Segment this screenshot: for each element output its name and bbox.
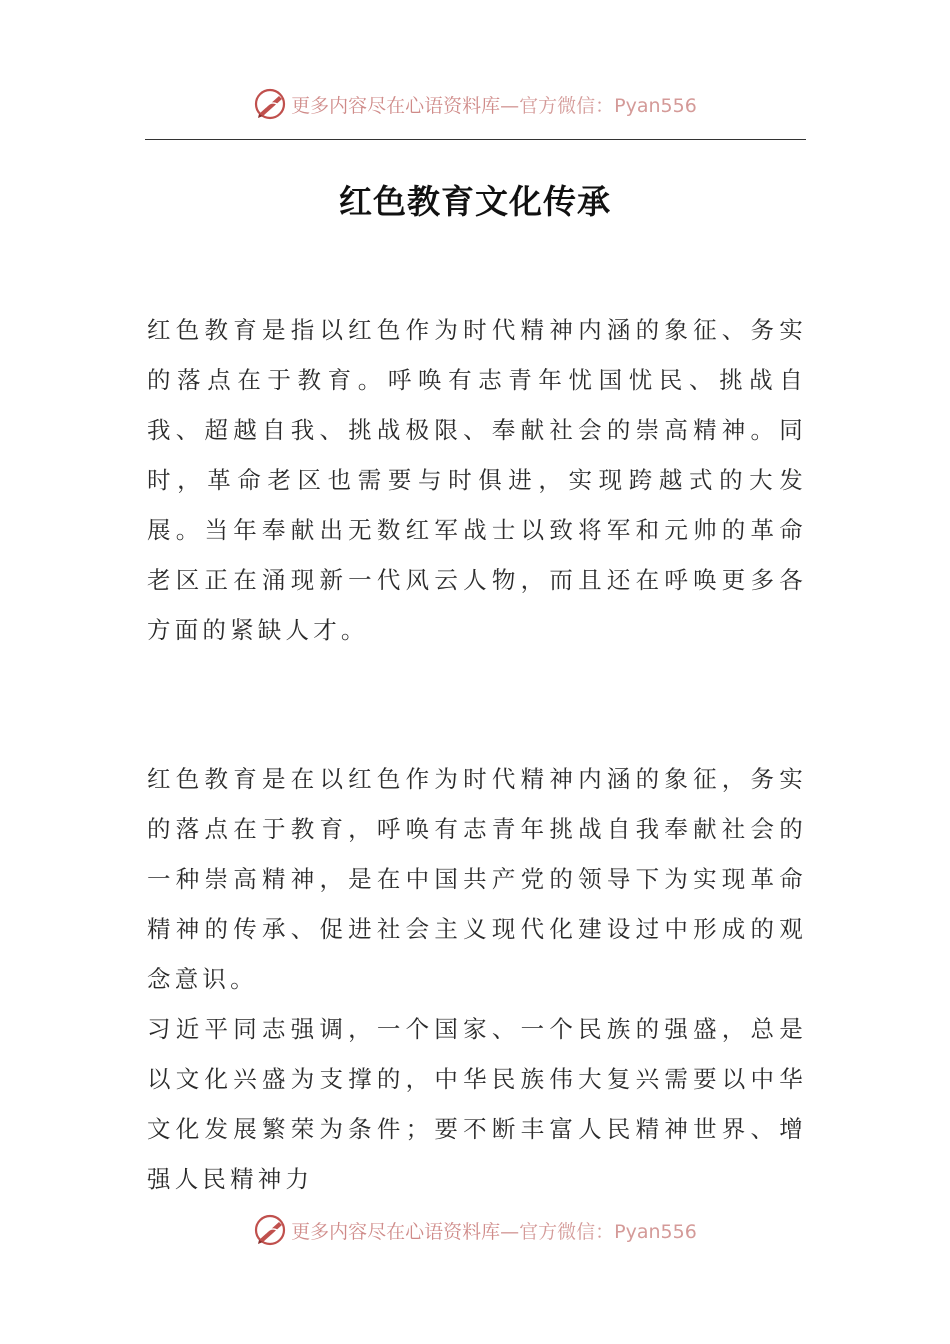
- footer-contact-text: —官方微信：Pyan556: [500, 1220, 697, 1243]
- page-footer: [0, 1210, 950, 1250]
- pen-logo-icon: [253, 1213, 287, 1247]
- header-divider: [145, 139, 806, 140]
- document-title: 红色教育文化传承: [339, 182, 611, 221]
- pen-logo-icon: [253, 87, 287, 121]
- paragraph-3: 习近平同志强调，一个国家、一个民族的强盛，总是以文化兴盛为支撑的，中华民族伟大复兴需要以中华文化发展繁荣为条件；要不断丰富人民精神世界、增强人民精神力: [147, 1015, 807, 1193]
- page-header: [0, 84, 950, 124]
- header-contact-text: —官方微信：Pyan556: [500, 94, 697, 117]
- header-brand-text: 更多内容尽在心语资料库: [291, 94, 501, 117]
- paragraph-1: 红色教育是指以红色作为时代精神内涵的象征、务实的落点在于教育。呼唤有志青年忧国忧民、挑战自我、超越自我、挑战极限、奉献社会的崇高精神。同时，革命老区也需要与时俱进，实现跨越式的大发展。当年奉献出无数红军战士以致将军和元帅的革命老区正在涌现新一代风云人物，而且还在呼唤更多各方面的紧缺人才。: [147, 316, 807, 644]
- paragraph-2: 红色教育是在以红色作为时代精神内涵的象征，务实的落点在于教育，呼唤有志青年挑战自我奉献社会的一种崇高精神，是在中国共产党的领导下为实现革命精神的传承、促进社会主义现代化建设过中形成的观念意识。: [147, 765, 807, 993]
- footer-brand-text: 更多内容尽在心语资料库: [291, 1220, 501, 1243]
